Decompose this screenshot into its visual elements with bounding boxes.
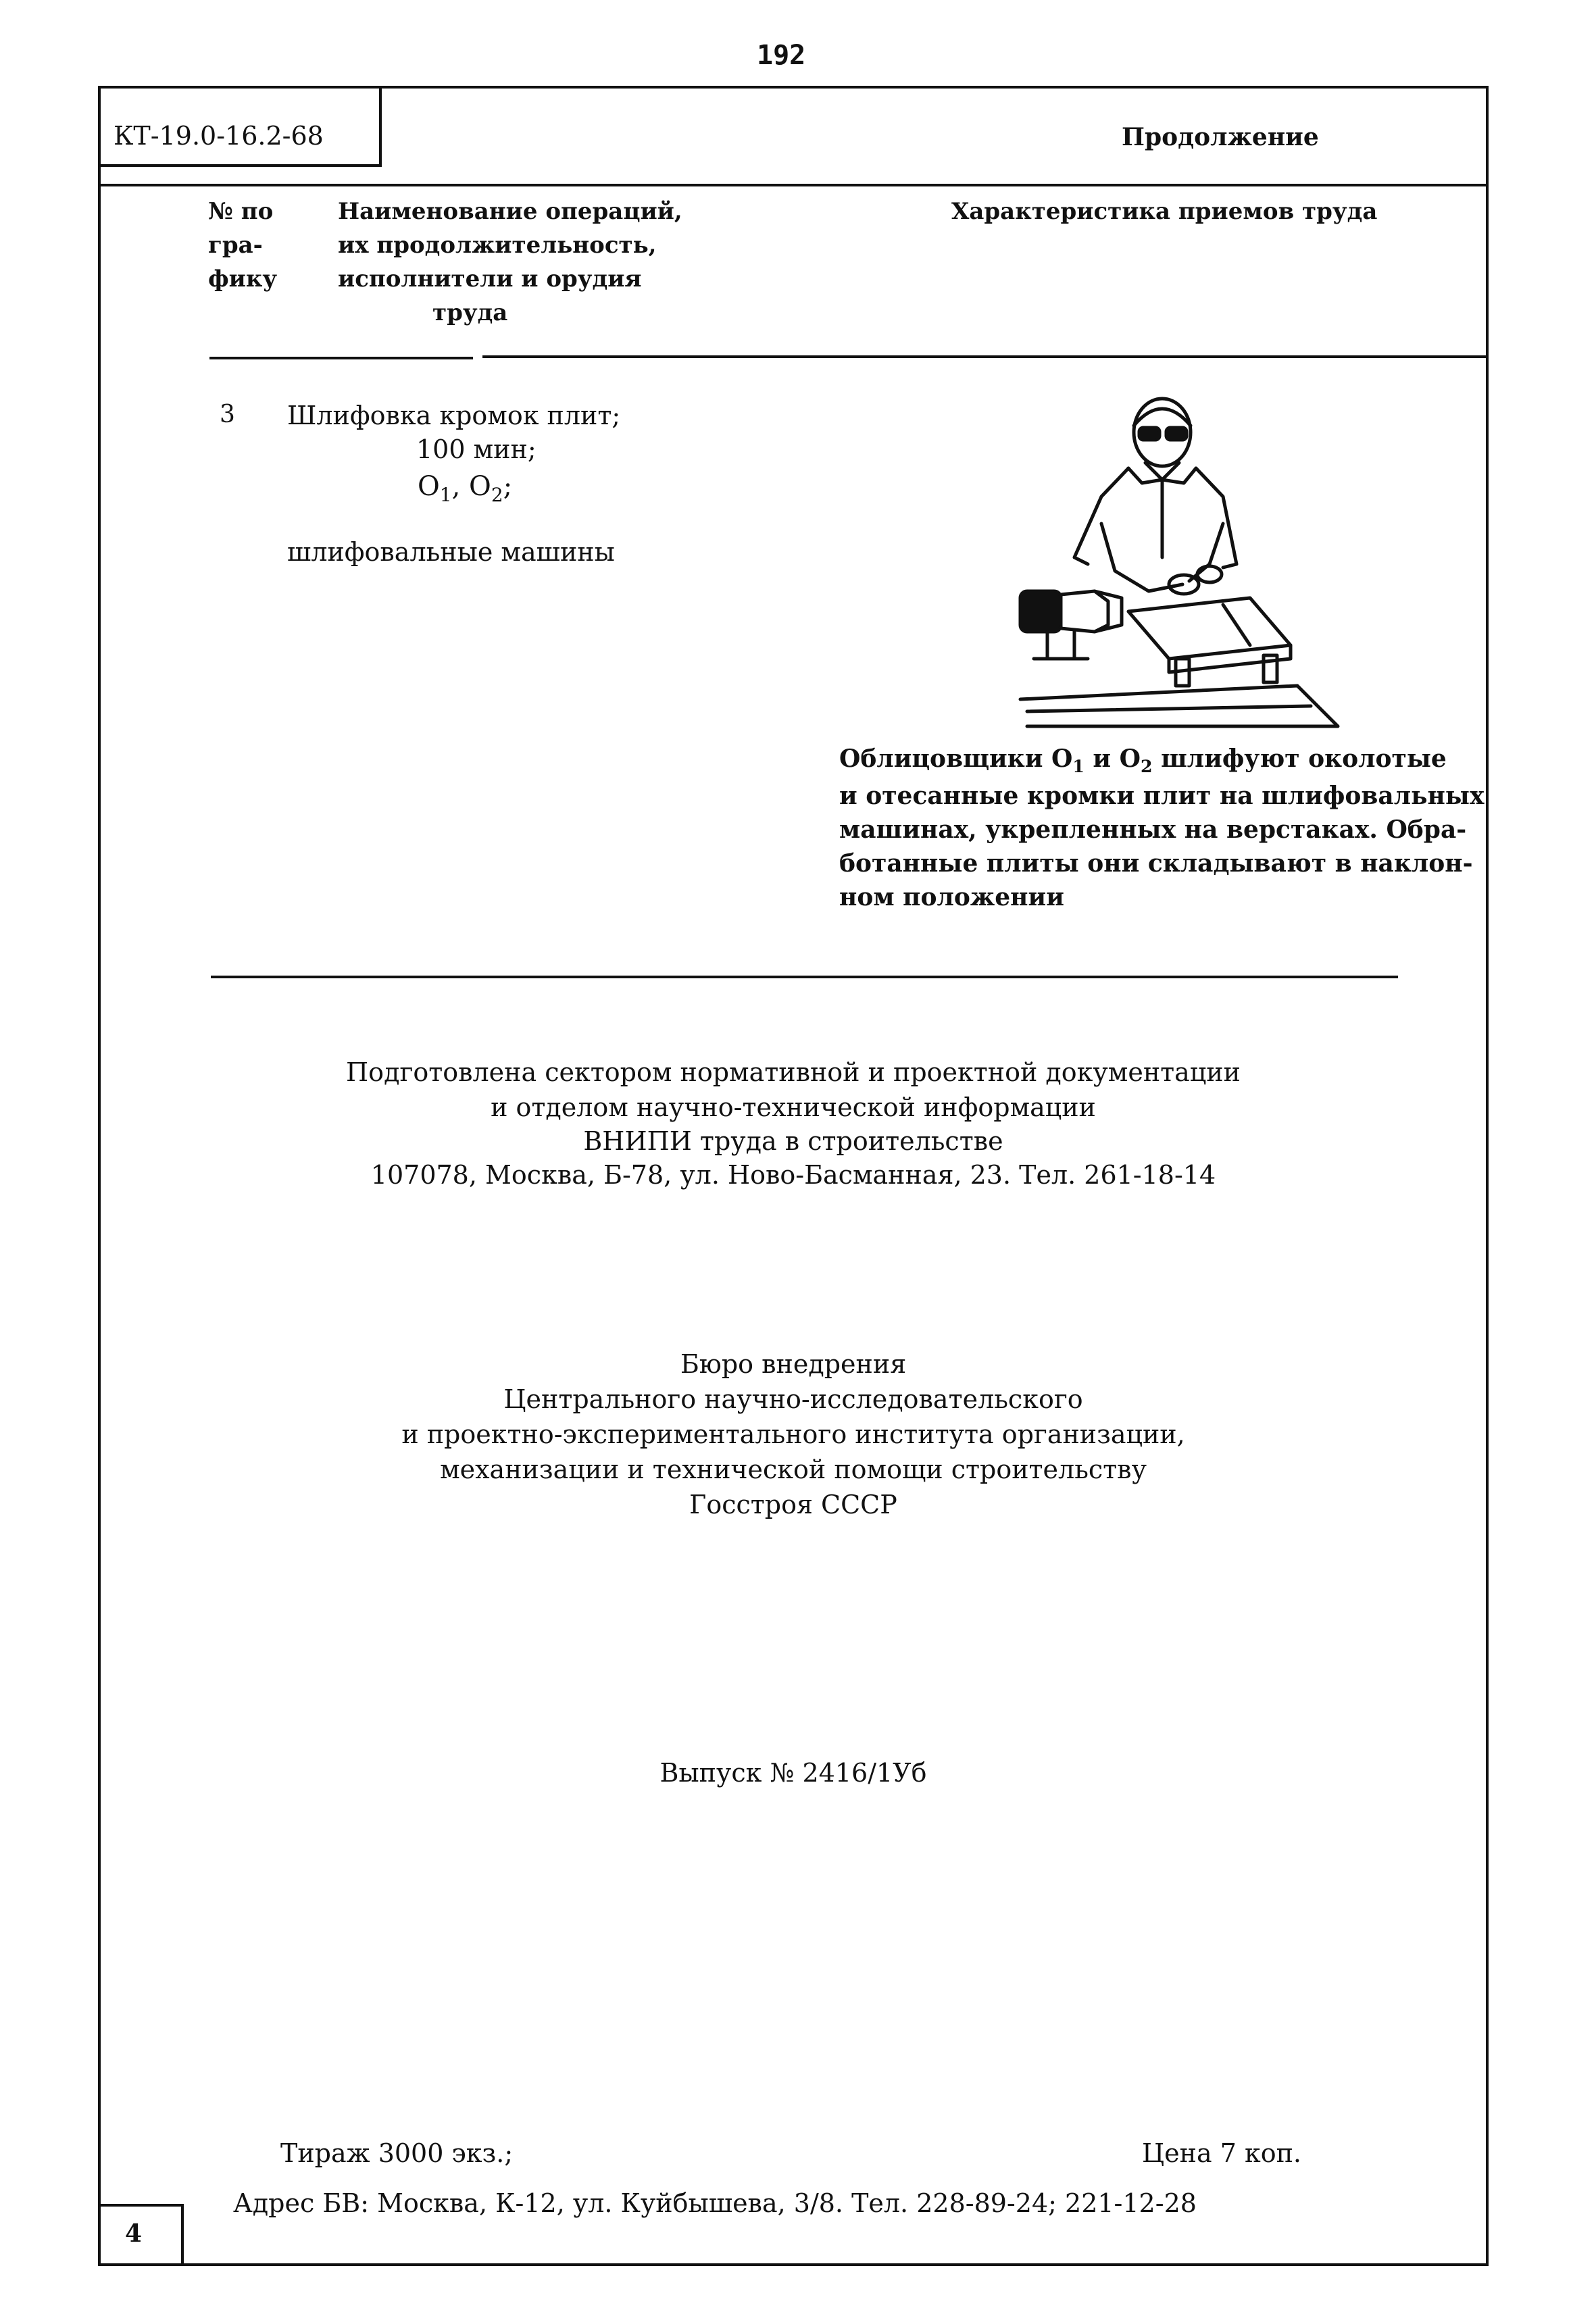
doc-code: КТ-19.0-16.2-68: [114, 121, 324, 151]
sheet-number-box-divider: [181, 2204, 184, 2266]
table-header-rule-left: [209, 357, 473, 359]
row-description-line-5: ном положении: [839, 883, 1064, 911]
row-duration: 100 мин;: [416, 434, 537, 464]
row-description-line-4: ботанные плиты они складывают в наклон-: [839, 849, 1473, 878]
row-description-line-2: и отесанные кромки плит на шлифовальных: [839, 782, 1485, 810]
row-operation: Шлифовка кромок плит;: [287, 401, 621, 430]
circulation: Тираж 3000 экз.;: [280, 2138, 514, 2168]
address-top-rule: [98, 2204, 182, 2207]
page-number: 192: [757, 40, 806, 71]
sheet-number: 4: [125, 2219, 143, 2248]
row-tools: шлифовальные машины: [287, 537, 615, 567]
table-header-rule-right: [482, 355, 1489, 358]
continuation-label: Продолжение: [1122, 123, 1319, 151]
price: Цена 7 коп.: [1142, 2138, 1301, 2168]
row-description-line-1: Облицовщики $O_1$ и $O_2$ шлифуют околотые: [839, 745, 1447, 777]
row-workers: $O_1$, $O_2$;: [418, 471, 513, 506]
address: Адрес БВ: Москва, К-12, ул. Куйбышева, 3/8. Тел. 228-89-24; 221-12-28: [233, 2188, 1197, 2218]
section-divider: [211, 976, 1398, 978]
row-description-line-3: машинах, укрепленных на верстаках. Обра-: [839, 815, 1467, 844]
issue-number: Выпуск № 2416/1Уб: [659, 1758, 927, 1788]
worker-grinding-illustration: [1007, 388, 1358, 740]
col3-header: Характеристика приемов труда: [951, 198, 1378, 225]
header-divider: [98, 184, 1489, 186]
row-number: 3: [220, 401, 235, 428]
